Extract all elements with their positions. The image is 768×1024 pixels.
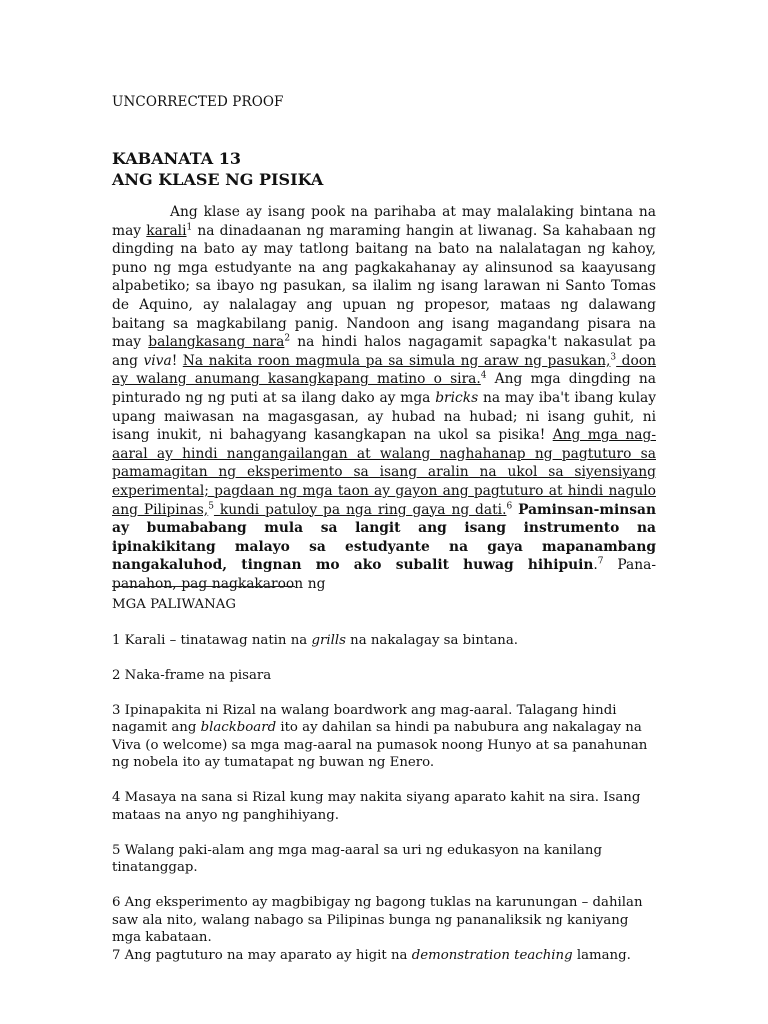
footnote-1 — [112, 632, 656, 650]
footnote-ref-4: 4 — [480, 370, 487, 381]
text-segment: na may iba't ibang kulay upang maiwasan na magasgasan, ay hubad na hubad; ni isang guhit, ni isang inukit, ni bahagyang kasangkapan na ukol sa pisika! — [112, 389, 656, 444]
footnote-italic: grills — [311, 632, 346, 648]
footnote-text: 1 Karali – tinatawag natin na — [112, 632, 312, 648]
proof-label: UNCORRECTED PROOF — [112, 94, 284, 110]
footnote-3 — [112, 702, 656, 772]
footnote-4: 4 Masaya na sana si Rizal kung may nakita siyang aparato kahit na sira. Isang mataas na anyo ng panghihiyang. — [112, 790, 641, 823]
footnote-text: 3 Ipinapakita ni Rizal na walang boardwork ang mag-aaral. Talagang hindi nagamit ang — [112, 702, 617, 735]
chapter-heading — [112, 148, 323, 190]
bold-passage: Paminsan-minsan ay bumababang mula sa langit ang isang instrumento na ipinakikitang malayo sa estudyante na gaya mapanambang nangakaluhod, tingnan mo ako subalit huwag hihipuin — [112, 501, 656, 574]
text-segment: Ang klase ay isang pook na parihaba at may malalaking bintana na may — [112, 204, 656, 239]
text-segment: . — [593, 557, 598, 574]
footnotes-heading: MGA PALIWANAG — [112, 597, 236, 612]
term-bricks: bricks — [435, 389, 479, 406]
footnote-ref-1: 1 — [186, 222, 193, 232]
footnote-ref-3: 3 — [610, 352, 617, 363]
text-segment: Pana-panahon, pag nagkakaroon ng — [112, 557, 656, 592]
underlined-passage: doon ay walang anumang kasangkapang matino o sira. — [112, 352, 656, 388]
footnote-ref-5: 5 — [208, 500, 214, 511]
footnote-text: ito ay dahilan sa hindi pa nabubura ang nakalagay na Viva (o welcome) sa mga mag-aaral na pumasok noong Hunyo at sa panahunan ng nobela ito ay tumatapat ng buwan ng Enero. — [112, 720, 648, 770]
footnotes — [112, 596, 656, 964]
footnote-text: lamang. — [572, 947, 631, 963]
footnote-text: 7 Ang pagtuturo na may aparato ay higit na — [112, 947, 412, 963]
term-balangkasang-nara: balangkasang nara — [148, 334, 285, 351]
footnote-6: 6 Ang eksperimento ay magbibigay ng bagong tuklas na karunungan – dahilan saw ala nito, walang nabago sa Pilipinas bunga ng pananaliksik ng kaniyang mga kabataan. — [112, 895, 643, 945]
term-karali: karali — [146, 222, 187, 239]
underlined-passage: Na nakita roon magmula pa sa simula ng araw ng pasukan, — [182, 352, 611, 369]
footnote-ref-6: 6 — [506, 500, 513, 511]
body-text — [112, 203, 656, 593]
footnote-7 — [112, 947, 656, 965]
footnote-italic: blackboard — [200, 720, 277, 735]
body-paragraph — [112, 203, 656, 593]
term-viva: viva — [143, 352, 172, 369]
chapter-title: ANG KLASE NG PISIKA — [112, 170, 324, 189]
footnote-ref-7: 7 — [597, 556, 604, 567]
text-segment: Ang mga dingding na pinturado ng ng puti at sa ilang dako ay mga — [112, 371, 656, 406]
footnote-5: 5 Walang paki-alam ang mga mag-aaral sa uri ng edukasyon na kanilang tinatanggap. — [112, 842, 602, 875]
chapter-number: KABANATA 13 — [112, 149, 242, 168]
footnote-text: na nakalagay sa bintana. — [345, 632, 518, 648]
footnote-italic: demonstration teaching — [411, 947, 573, 963]
text-segment: na dinadaanan ng maraming hangin at liwanag. Sa kahabaan ng dingding na bato ay may tatlong baitang na bato na nalalatagan ng kahoy, puno ng mga estudyante na ang pagkakahanay ay alinsunod sa kaayusang alpabetiko; sa ibayo ng pasukan, sa ilalim ng isang larawan ni Santo Tomas de Aquino, ay nalalagay ang upuan ng propesor, mataas ng dalawang baitang sa magkabilang panig. Nandoon ang isang magandang pisara na may — [112, 222, 656, 351]
underlined-passage: kundi patuloy pa nga ring gaya ng dati. — [213, 501, 507, 518]
underlined-passage: Ang mga nag-aaral ay hindi nangangailangan at walang naghahanap ng pagtuturo sa pamamagitan ng eksperimento sa isang aralin na ukol sa siyensiyang experimental; pagdaan ng mga taon ay gayon ang pagtuturo at hindi nagulo ang Pilipinas, — [112, 427, 656, 518]
text-segment: na hindi halos nagagamit sapagka't nakasulat pa ang — [112, 334, 656, 369]
footnote-2: 2 Naka-frame na pisara — [112, 667, 272, 683]
text-segment: ! — [171, 352, 183, 369]
footnote-ref-2: 2 — [284, 333, 291, 344]
footnote-divider — [112, 586, 295, 587]
